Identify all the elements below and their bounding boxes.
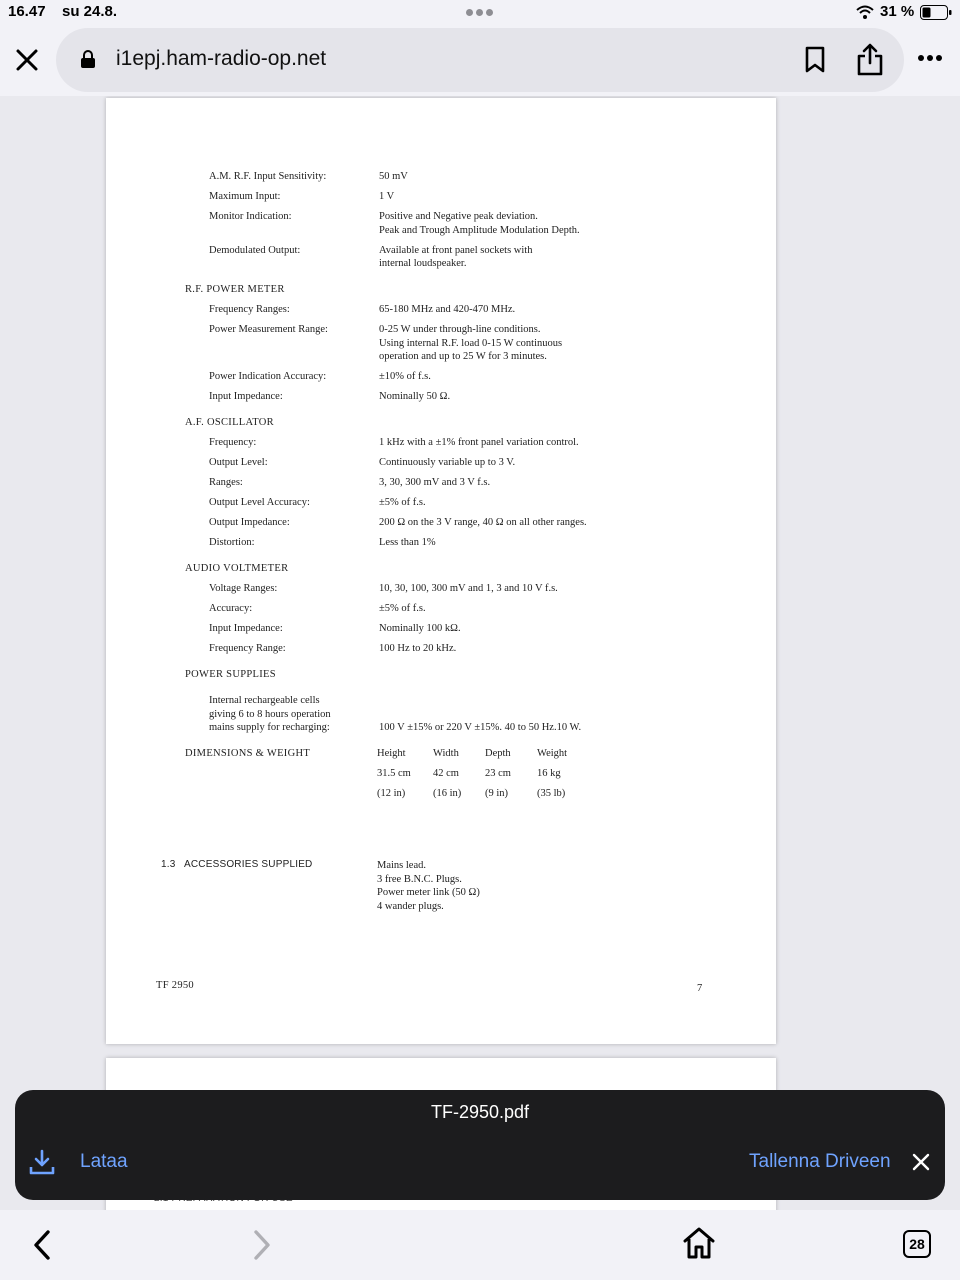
accessory-item: Power meter link (50 Ω)	[377, 887, 480, 898]
power-supplies-text: mains supply for recharging:	[209, 722, 330, 733]
spec-value: Less than 1%	[379, 537, 436, 548]
dimension-metric: 23 cm	[485, 767, 511, 779]
spec-value: Using internal R.F. load 0-15 W continuous	[379, 337, 563, 349]
spec-label: Monitor Indication:	[209, 211, 292, 222]
download-button[interactable]: Lataa	[80, 1151, 128, 1172]
wifi-icon	[856, 5, 874, 19]
spec-label: Input Impedance:	[209, 623, 283, 634]
section-heading: POWER SUPPLIES	[185, 669, 276, 680]
section-heading: ACCESSORIES SUPPLIED	[184, 859, 313, 870]
dimension-headers: Depth	[485, 747, 511, 759]
spec-label: Power Indication Accuracy:	[209, 371, 327, 382]
spec-value: 65-180 MHz and 420-470 MHz.	[379, 304, 516, 315]
pdf-page	[106, 98, 776, 1044]
spec-label: Frequency Ranges:	[209, 304, 290, 315]
tabs-button[interactable]: 28	[903, 1230, 931, 1258]
dimension-metric: 31.5 cm	[377, 767, 411, 779]
accessory-item: Mains lead.	[377, 860, 426, 871]
spec-value: internal loudspeaker.	[379, 258, 467, 269]
dimension-imperial: (16 in)	[433, 787, 462, 799]
multitasking-dots-icon[interactable]	[466, 9, 494, 17]
spec-label: Maximum Input:	[209, 191, 281, 202]
share-icon[interactable]	[856, 42, 884, 76]
spec-value: ±5% of f.s.	[379, 497, 426, 508]
section-number: 1.3	[161, 859, 176, 870]
spec-value: 100 Hz to 20 kHz.	[379, 643, 457, 654]
more-options-icon[interactable]	[918, 55, 946, 65]
dimension-headers: Width	[433, 747, 459, 759]
spec-label: Output Impedance:	[209, 517, 290, 528]
download-banner	[15, 1090, 945, 1200]
dimension-imperial: (35 lb)	[537, 787, 566, 799]
power-supplies-value: 100 V ±15% or 220 V ±15%. 40 to 50 Hz.10 W.	[379, 722, 582, 733]
spec-label: A.M. R.F. Input Sensitivity:	[209, 171, 327, 182]
spec-label: Distortion:	[209, 537, 255, 548]
bookmark-icon[interactable]	[804, 46, 826, 74]
spec-value: operation and up to 25 W for 3 minutes.	[379, 351, 547, 362]
forward-icon[interactable]	[246, 1228, 276, 1262]
close-banner-icon[interactable]	[909, 1150, 933, 1174]
spec-value: 1 kHz with a ±1% front panel variation control.	[379, 437, 579, 448]
pdf-viewer[interactable]	[0, 96, 960, 1210]
section-heading: A.F. OSCILLATOR	[185, 417, 274, 428]
power-supplies-text: giving 6 to 8 hours operation	[209, 708, 331, 720]
section-heading: DIMENSIONS & WEIGHT	[185, 747, 311, 759]
dimension-headers: Height	[377, 747, 406, 759]
accessory-item: 4 wander plugs.	[377, 900, 444, 912]
spec-label: Ranges:	[209, 477, 243, 488]
spec-label: Demodulated Output:	[209, 244, 301, 256]
battery-percentage: 31 %	[880, 3, 915, 20]
spec-label: Frequency Range:	[209, 643, 286, 654]
page-number: 7	[697, 983, 703, 994]
status-time: 16.47	[8, 3, 46, 20]
spec-label: Accuracy:	[209, 603, 253, 614]
spec-label: Input Impedance:	[209, 391, 283, 402]
close-icon	[15, 48, 39, 72]
spec-value: Peak and Trough Amplitude Modulation Depth.	[379, 224, 580, 236]
spec-value: 0-25 W under through-line conditions.	[379, 324, 541, 335]
status-bar	[0, 0, 960, 26]
spec-label: Output Level:	[209, 457, 268, 468]
power-supplies-text: Internal rechargeable cells	[209, 695, 320, 706]
spec-label: Power Measurement Range:	[209, 324, 328, 335]
spec-label: Frequency:	[209, 437, 257, 448]
spec-value: 10, 30, 100, 300 mV and 1, 3 and 10 V f.s.	[379, 583, 558, 594]
spec-value: Nominally 100 kΩ.	[379, 623, 461, 634]
url-text: i1epj.ham-radio-op.net	[116, 47, 327, 70]
banner-filename: TF-2950.pdf	[430, 1102, 530, 1122]
section-heading: AUDIO VOLTMETER	[185, 563, 289, 574]
page-footer-title: TF 2950	[156, 980, 194, 991]
spec-value: 200 Ω on the 3 V range, 40 Ω on all other ranges.	[379, 517, 587, 528]
spec-value: 50 mV	[379, 171, 408, 182]
spec-value: ±10% of f.s.	[379, 371, 431, 382]
dimension-imperial: (9 in)	[485, 787, 509, 799]
home-icon[interactable]	[682, 1226, 716, 1260]
dimension-headers: Weight	[537, 747, 568, 759]
back-icon[interactable]	[28, 1228, 58, 1262]
spec-value: 1 V	[379, 191, 395, 202]
spec-label: Voltage Ranges:	[209, 583, 278, 594]
accessory-item: 3 free B.N.C. Plugs.	[377, 873, 462, 885]
address-bar[interactable]	[56, 28, 904, 92]
save-to-drive-button[interactable]: Tallenna Driveen	[749, 1151, 891, 1172]
spec-label: Output Level Accuracy:	[209, 497, 310, 508]
spec-value: Nominally 50 Ω.	[379, 391, 451, 402]
bottom-navigation	[0, 1210, 960, 1280]
spec-value: ±5% of f.s.	[379, 603, 426, 614]
status-date: su 24.8.	[62, 3, 118, 20]
battery-icon	[920, 5, 952, 20]
lock-icon	[80, 49, 96, 69]
dimension-metric: 42 cm	[433, 767, 459, 779]
close-tab-button[interactable]	[10, 43, 44, 77]
spec-value: Continuously variable up to 3 V.	[379, 457, 516, 468]
download-icon[interactable]	[29, 1149, 55, 1175]
browser-toolbar	[0, 26, 960, 96]
dimension-imperial: (12 in)	[377, 787, 406, 799]
section-heading: R.F. POWER METER	[185, 284, 285, 295]
dimension-metric: 16 kg	[537, 767, 561, 779]
spec-value: Available at front panel sockets with	[379, 244, 533, 256]
spec-value: 3, 30, 300 mV and 3 V f.s.	[379, 477, 491, 488]
spec-value: Positive and Negative peak deviation.	[379, 211, 538, 222]
